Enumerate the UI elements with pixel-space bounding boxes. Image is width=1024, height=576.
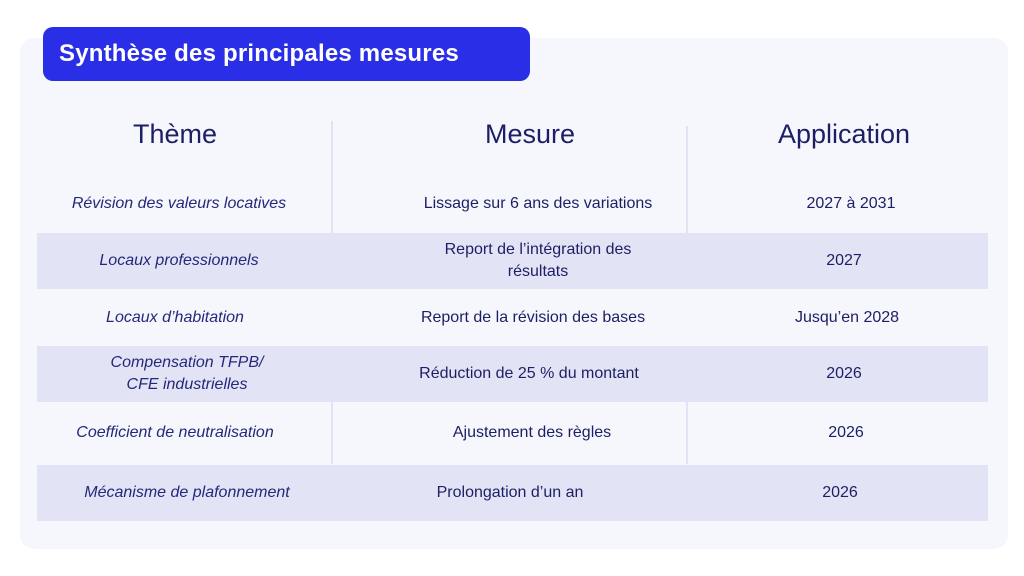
column-divider [331, 400, 333, 464]
measure-cell: Réduction de 25 % du montant [419, 365, 639, 382]
measure-cell: Ajustement des règles [452, 424, 612, 441]
table-row [37, 176, 988, 232]
table-row [37, 346, 988, 402]
application-cell: 2026 [822, 484, 858, 501]
theme-cell: Locaux d’habitation [106, 309, 244, 326]
column-header-measure: Mesure [484, 119, 576, 149]
measure-cell: Report de l’intégration des résultats [444, 241, 632, 280]
theme-cell: Coefficient de neutralisation [76, 424, 274, 441]
application-cell: 2027 à 2031 [806, 195, 896, 212]
table-row [37, 465, 988, 521]
measure-cell: Lissage sur 6 ans des variations [423, 195, 653, 212]
theme-cell: Révision des valeurs locatives [71, 195, 287, 212]
column-divider [331, 121, 333, 233]
column-header-theme: Thème [132, 119, 218, 149]
column-divider [686, 400, 688, 464]
application-cell: 2027 [826, 252, 862, 269]
table-row [37, 405, 988, 461]
measure-cell: Report de la révision des bases [420, 309, 646, 326]
theme-cell: Mécanisme de plafonnement [84, 484, 290, 501]
column-header-application: Application [777, 119, 911, 149]
measure-cell: Prolongation d’un an [436, 484, 584, 501]
table-row [37, 233, 988, 289]
theme-cell: Compensation TFPB/ CFE industrielles [110, 354, 264, 393]
column-divider [686, 126, 688, 233]
page-title: Synthèse des principales mesures [43, 27, 530, 81]
table-row [37, 290, 988, 346]
theme-cell: Locaux professionnels [99, 252, 259, 269]
application-cell: 2026 [826, 365, 862, 382]
application-cell: 2026 [828, 424, 864, 441]
application-cell: Jusqu’en 2028 [794, 309, 900, 326]
